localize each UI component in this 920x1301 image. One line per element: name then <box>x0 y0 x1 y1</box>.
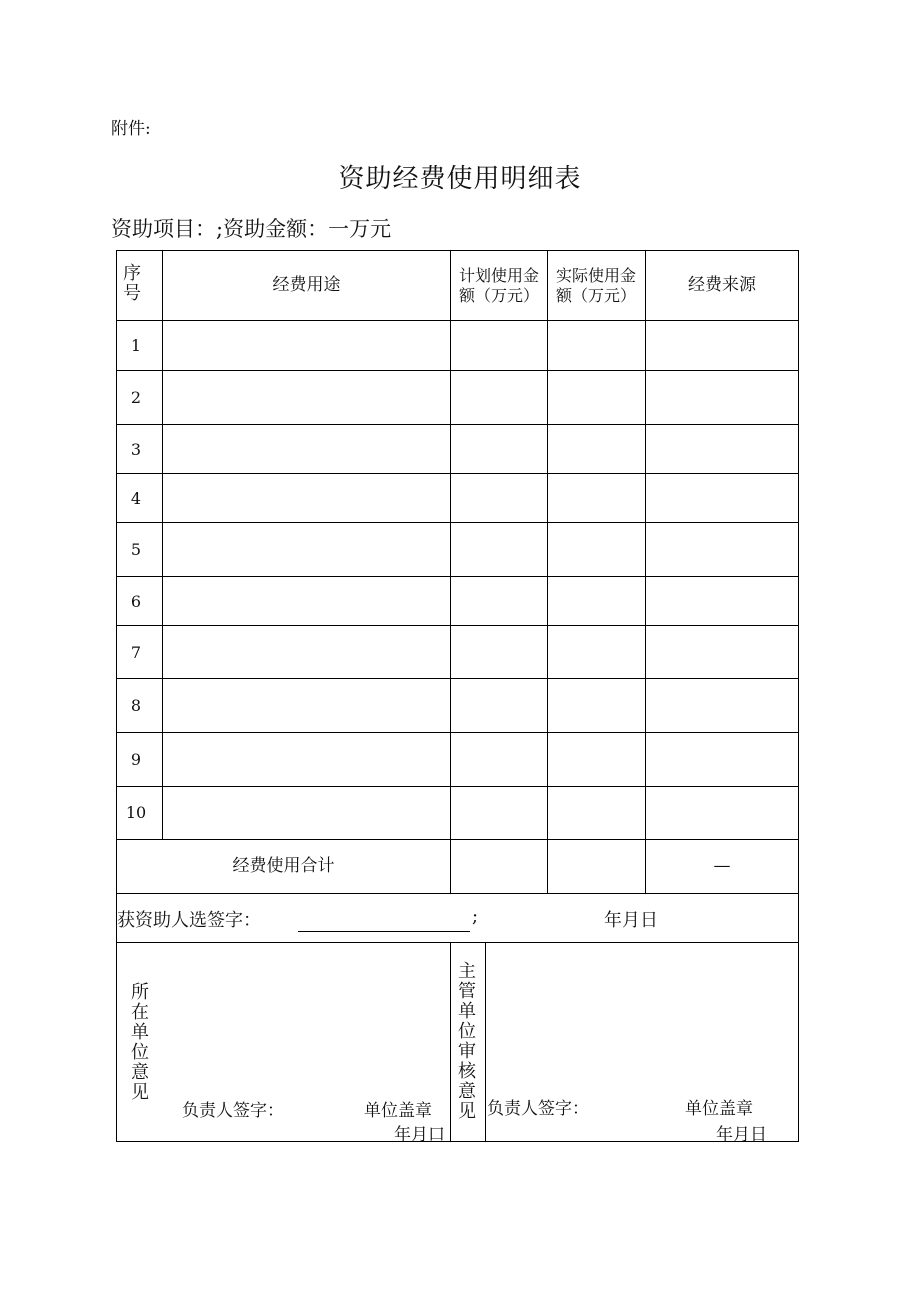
column-divider <box>162 250 163 839</box>
row-divider <box>116 786 799 787</box>
row-number: 10 <box>125 803 147 822</box>
row-number: 2 <box>130 388 142 407</box>
unit-date: 年月口 <box>394 1125 445 1145</box>
row-number: 9 <box>130 750 142 769</box>
row-divider <box>116 732 799 733</box>
row-divider <box>116 576 799 577</box>
row-divider <box>116 320 799 321</box>
unit-seal-label: 单位盖章 <box>364 1101 432 1121</box>
column-divider <box>450 250 451 893</box>
signature-line <box>298 931 470 932</box>
signature-label: 获资助人选签字： <box>117 910 261 931</box>
project-subtitle: 资助项目：;资助金额：一万元 <box>111 217 392 241</box>
header-seq: 序号 <box>123 263 141 304</box>
row-divider <box>116 1141 799 1142</box>
row-number: 1 <box>130 336 142 355</box>
attachment-label: 附件: <box>111 119 151 139</box>
supervisor-seal-label: 单位盖章 <box>685 1099 753 1119</box>
row-divider <box>116 473 799 474</box>
total-label: 经费使用合计 <box>232 856 335 876</box>
row-divider <box>116 625 799 626</box>
table-border-right <box>798 250 799 1141</box>
row-divider <box>116 942 799 943</box>
unit-signer-label: 负责人签字： <box>182 1101 284 1121</box>
row-number: 7 <box>130 643 142 662</box>
row-number: 8 <box>130 696 142 715</box>
row-divider <box>116 893 799 894</box>
row-divider <box>116 370 799 371</box>
header-planned: 计划使用金额（万元） <box>458 265 539 305</box>
header-purpose: 经费用途 <box>272 275 341 295</box>
supervisor-opinion-label: 主管单位审核意见 <box>458 961 476 1122</box>
column-divider <box>450 942 451 1141</box>
supervisor-signer-label: 负责人签字： <box>487 1099 589 1119</box>
row-divider <box>116 678 799 679</box>
column-divider <box>485 942 486 1141</box>
unit-opinion-label: 所在单位意见 <box>131 982 149 1103</box>
total-source: — <box>713 856 731 876</box>
signature-separator: ; <box>472 906 479 927</box>
column-divider <box>645 250 646 893</box>
row-number: 5 <box>130 540 142 559</box>
page-title: 资助经费使用明细表 <box>338 164 582 194</box>
supervisor-date: 年月日 <box>716 1125 767 1145</box>
row-number: 6 <box>130 592 142 611</box>
row-divider <box>116 522 799 523</box>
signature-date: 年月日 <box>604 910 658 931</box>
column-divider <box>547 250 548 893</box>
row-divider <box>116 424 799 425</box>
header-actual: 实际使用金额（万元） <box>555 265 636 305</box>
header-source: 经费来源 <box>688 275 756 295</box>
row-number: 4 <box>130 489 142 508</box>
row-number: 3 <box>130 440 142 459</box>
